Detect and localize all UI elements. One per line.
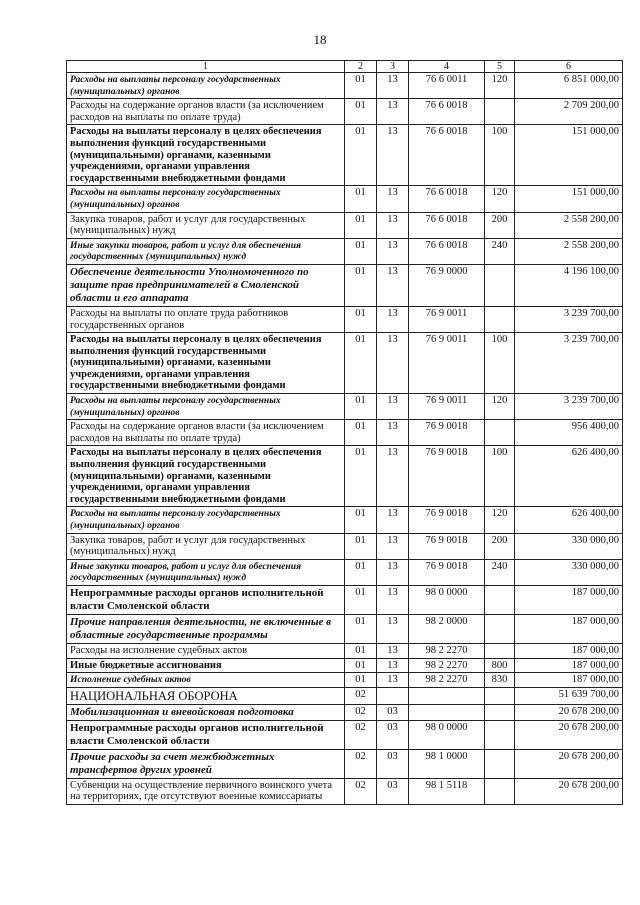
amount: 4 196 100,00 bbox=[515, 264, 623, 306]
table-row bbox=[67, 446, 623, 507]
amount: 626 400,00 bbox=[515, 446, 623, 507]
subsection-code: 13 bbox=[377, 306, 409, 332]
amount: 2 709 200,00 bbox=[515, 99, 623, 125]
expense-type-code: 240 bbox=[485, 238, 515, 264]
subsection-code: 13 bbox=[377, 559, 409, 585]
expense-type-code: 100 bbox=[485, 446, 515, 507]
expense-type-code bbox=[485, 720, 515, 749]
amount: 20 678 200,00 bbox=[515, 704, 623, 720]
row-name: Расходы на выплаты по оплате труда работников государственных органов bbox=[67, 306, 345, 332]
section-code: 01 bbox=[345, 673, 377, 688]
amount: 3 239 700,00 bbox=[515, 333, 623, 394]
expense-type-code: 200 bbox=[485, 212, 515, 238]
target-article-code: 76 6 0018 bbox=[409, 99, 485, 125]
row-name: Расходы на содержание органов власти (за исключением расходов на выплаты по оплате труда) bbox=[67, 99, 345, 125]
amount: 2 558 200,00 bbox=[515, 238, 623, 264]
table-row bbox=[67, 99, 623, 125]
row-name: Обеспечение деятельности Уполномоченного по защите прав предпринимателей в Смоленской области и его аппарата bbox=[67, 264, 345, 306]
expense-type-code bbox=[485, 643, 515, 658]
column-header: 3 bbox=[377, 61, 409, 73]
amount: 51 639 700,00 bbox=[515, 687, 623, 704]
section-code: 01 bbox=[345, 306, 377, 332]
target-article-code: 76 9 0000 bbox=[409, 264, 485, 306]
expense-type-code: 830 bbox=[485, 673, 515, 688]
expense-type-code: 100 bbox=[485, 125, 515, 186]
table-row bbox=[67, 333, 623, 394]
subsection-code: 03 bbox=[377, 720, 409, 749]
table-row bbox=[67, 264, 623, 306]
budget-table bbox=[66, 60, 623, 805]
section-code: 02 bbox=[345, 704, 377, 720]
row-name: Расходы на исполнение судебных актов bbox=[67, 643, 345, 658]
subsection-code: 03 bbox=[377, 749, 409, 778]
table-row bbox=[67, 673, 623, 688]
amount: 956 400,00 bbox=[515, 420, 623, 446]
section-code: 01 bbox=[345, 264, 377, 306]
table-row bbox=[67, 720, 623, 749]
section-code: 02 bbox=[345, 720, 377, 749]
expense-type-code bbox=[485, 749, 515, 778]
section-code: 01 bbox=[345, 643, 377, 658]
section-code: 01 bbox=[345, 99, 377, 125]
section-code: 01 bbox=[345, 533, 377, 559]
section-code: 01 bbox=[345, 446, 377, 507]
amount: 3 239 700,00 bbox=[515, 394, 623, 420]
amount: 151 000,00 bbox=[515, 125, 623, 186]
row-name: Исполнение судебных актов bbox=[67, 673, 345, 688]
subsection-code: 13 bbox=[377, 264, 409, 306]
expense-type-code: 120 bbox=[485, 507, 515, 533]
row-name: Расходы на выплаты персоналу государственных (муниципальных) органов bbox=[67, 507, 345, 533]
amount: 6 851 000,00 bbox=[515, 73, 623, 99]
row-name: Мобилизационная и вневойсковая подготовка bbox=[67, 704, 345, 720]
section-code: 01 bbox=[345, 394, 377, 420]
row-name: Расходы на содержание органов власти (за исключением расходов на выплаты по оплате труда) bbox=[67, 420, 345, 446]
amount: 187 000,00 bbox=[515, 614, 623, 643]
row-name: Расходы на выплаты персоналу в целях обеспечения выполнения функций государственными (муниципальными) органами, казенными учреждениями, органами управления государственными внебюджетными фондами bbox=[67, 333, 345, 394]
table-row bbox=[67, 687, 623, 704]
subsection-code: 03 bbox=[377, 778, 409, 804]
target-article-code: 76 9 0018 bbox=[409, 420, 485, 446]
subsection-code: 13 bbox=[377, 507, 409, 533]
target-article-code: 98 1 0000 bbox=[409, 749, 485, 778]
table-row bbox=[67, 643, 623, 658]
row-name: Закупка товаров, работ и услуг для государственных (муниципальных) нужд bbox=[67, 533, 345, 559]
subsection-code: 13 bbox=[377, 125, 409, 186]
page-number: 18 bbox=[313, 32, 327, 47]
header-row bbox=[67, 61, 623, 73]
row-name: Прочие расходы за счет межбюджетных трансфертов других уровней bbox=[67, 749, 345, 778]
section-code: 01 bbox=[345, 212, 377, 238]
subsection-code bbox=[377, 687, 409, 704]
table-row bbox=[67, 614, 623, 643]
row-name: Субвенции на осуществление первичного воинского учета на территориях, где отсутствуют военные комиссариаты bbox=[67, 778, 345, 804]
section-code: 02 bbox=[345, 749, 377, 778]
section-code: 01 bbox=[345, 585, 377, 614]
table-row bbox=[67, 507, 623, 533]
target-article-code: 76 9 0018 bbox=[409, 446, 485, 507]
expense-type-code bbox=[485, 420, 515, 446]
expense-type-code: 200 bbox=[485, 533, 515, 559]
target-article-code: 98 0 0000 bbox=[409, 585, 485, 614]
row-name: Расходы на выплаты персоналу в целях обеспечения выполнения функций государственными (муниципальными) органами, казенными учреждениями, органами управления государственными внебюджетными фондами bbox=[67, 446, 345, 507]
target-article-code: 76 9 0018 bbox=[409, 533, 485, 559]
subsection-code: 13 bbox=[377, 333, 409, 394]
expense-type-code bbox=[485, 704, 515, 720]
subsection-code: 13 bbox=[377, 73, 409, 99]
subsection-code: 03 bbox=[377, 704, 409, 720]
subsection-code: 13 bbox=[377, 99, 409, 125]
table-row bbox=[67, 585, 623, 614]
section-code: 02 bbox=[345, 778, 377, 804]
target-article-code: 98 2 2270 bbox=[409, 673, 485, 688]
section-code: 01 bbox=[345, 507, 377, 533]
table-row bbox=[67, 778, 623, 804]
target-article-code: 98 0 0000 bbox=[409, 720, 485, 749]
table-row bbox=[67, 125, 623, 186]
expense-type-code: 120 bbox=[485, 186, 515, 212]
subsection-code: 13 bbox=[377, 533, 409, 559]
row-name: Непрограммные расходы органов исполнительной власти Смоленской области bbox=[67, 720, 345, 749]
subsection-code: 13 bbox=[377, 446, 409, 507]
subsection-code: 13 bbox=[377, 673, 409, 688]
target-article-code: 98 1 5118 bbox=[409, 778, 485, 804]
table-row bbox=[67, 559, 623, 585]
column-header: 4 bbox=[409, 61, 485, 73]
table-row bbox=[67, 658, 623, 673]
column-header: 6 bbox=[515, 61, 623, 73]
amount: 187 000,00 bbox=[515, 585, 623, 614]
table-row bbox=[67, 704, 623, 720]
target-article-code: 76 9 0011 bbox=[409, 306, 485, 332]
section-code: 01 bbox=[345, 73, 377, 99]
table-row bbox=[67, 749, 623, 778]
target-article-code: 76 6 0018 bbox=[409, 125, 485, 186]
table-row bbox=[67, 394, 623, 420]
row-name: Расходы на выплаты персоналу государственных (муниципальных) органов bbox=[67, 73, 345, 99]
table-row bbox=[67, 533, 623, 559]
expense-type-code: 120 bbox=[485, 73, 515, 99]
expense-type-code bbox=[485, 585, 515, 614]
section-code: 01 bbox=[345, 333, 377, 394]
target-article-code: 98 2 2270 bbox=[409, 658, 485, 673]
table-row bbox=[67, 212, 623, 238]
expense-type-code: 120 bbox=[485, 394, 515, 420]
table-row bbox=[67, 238, 623, 264]
target-article-code: 76 9 0018 bbox=[409, 507, 485, 533]
section-code: 02 bbox=[345, 687, 377, 704]
amount: 187 000,00 bbox=[515, 673, 623, 688]
column-header: 2 bbox=[345, 61, 377, 73]
amount: 330 000,00 bbox=[515, 559, 623, 585]
expense-type-code bbox=[485, 306, 515, 332]
subsection-code: 13 bbox=[377, 643, 409, 658]
amount: 330 000,00 bbox=[515, 533, 623, 559]
row-name: Расходы на выплаты персоналу государственных (муниципальных) органов bbox=[67, 186, 345, 212]
table-row bbox=[67, 420, 623, 446]
row-name: Иные бюджетные ассигнования bbox=[67, 658, 345, 673]
section-code: 01 bbox=[345, 186, 377, 212]
subsection-code: 13 bbox=[377, 658, 409, 673]
subsection-code: 13 bbox=[377, 614, 409, 643]
expense-type-code bbox=[485, 264, 515, 306]
row-name: Расходы на выплаты персоналу государственных (муниципальных) органов bbox=[67, 394, 345, 420]
subsection-code: 13 bbox=[377, 212, 409, 238]
target-article-code: 76 6 0018 bbox=[409, 238, 485, 264]
target-article-code: 76 6 0018 bbox=[409, 212, 485, 238]
section-code: 01 bbox=[345, 420, 377, 446]
target-article-code: 76 6 0011 bbox=[409, 73, 485, 99]
target-article-code: 98 2 0000 bbox=[409, 614, 485, 643]
amount: 20 678 200,00 bbox=[515, 778, 623, 804]
row-name: НАЦИОНАЛЬНАЯ ОБОРОНА bbox=[67, 687, 345, 704]
row-name: Расходы на выплаты персоналу в целях обеспечения выполнения функций государственными (муниципальными) органами, казенными учреждениями, органами управления государственными внебюджетными фондами bbox=[67, 125, 345, 186]
amount: 187 000,00 bbox=[515, 658, 623, 673]
section-code: 01 bbox=[345, 614, 377, 643]
expense-type-code: 100 bbox=[485, 333, 515, 394]
expense-type-code bbox=[485, 614, 515, 643]
target-article-code: 76 9 0011 bbox=[409, 394, 485, 420]
expense-type-code: 800 bbox=[485, 658, 515, 673]
subsection-code: 13 bbox=[377, 238, 409, 264]
target-article-code: 76 6 0018 bbox=[409, 186, 485, 212]
table-row bbox=[67, 186, 623, 212]
expense-type-code bbox=[485, 99, 515, 125]
target-article-code bbox=[409, 687, 485, 704]
subsection-code: 13 bbox=[377, 186, 409, 212]
expense-type-code: 240 bbox=[485, 559, 515, 585]
subsection-code: 13 bbox=[377, 585, 409, 614]
target-article-code: 98 2 2270 bbox=[409, 643, 485, 658]
row-name: Иные закупки товаров, работ и услуг для обеспечения государственных (муниципальных) нужд bbox=[67, 238, 345, 264]
amount: 151 000,00 bbox=[515, 186, 623, 212]
row-name: Прочие направления деятельности, не включенные в областные государственные программы bbox=[67, 614, 345, 643]
row-name: Непрограммные расходы органов исполнительной власти Смоленской области bbox=[67, 585, 345, 614]
expense-type-code bbox=[485, 687, 515, 704]
row-name: Иные закупки товаров, работ и услуг для обеспечения государственных (муниципальных) нужд bbox=[67, 559, 345, 585]
amount: 2 558 200,00 bbox=[515, 212, 623, 238]
expense-type-code bbox=[485, 778, 515, 804]
column-header: 1 bbox=[67, 61, 345, 73]
amount: 626 400,00 bbox=[515, 507, 623, 533]
section-code: 01 bbox=[345, 559, 377, 585]
target-article-code: 76 9 0018 bbox=[409, 559, 485, 585]
table-row bbox=[67, 306, 623, 332]
amount: 187 000,00 bbox=[515, 643, 623, 658]
row-name: Закупка товаров, работ и услуг для государственных (муниципальных) нужд bbox=[67, 212, 345, 238]
section-code: 01 bbox=[345, 238, 377, 264]
amount: 20 678 200,00 bbox=[515, 749, 623, 778]
section-code: 01 bbox=[345, 658, 377, 673]
subsection-code: 13 bbox=[377, 394, 409, 420]
target-article-code bbox=[409, 704, 485, 720]
amount: 20 678 200,00 bbox=[515, 720, 623, 749]
section-code: 01 bbox=[345, 125, 377, 186]
subsection-code: 13 bbox=[377, 420, 409, 446]
column-header: 5 bbox=[485, 61, 515, 73]
table-row bbox=[67, 73, 623, 99]
target-article-code: 76 9 0011 bbox=[409, 333, 485, 394]
amount: 3 239 700,00 bbox=[515, 306, 623, 332]
